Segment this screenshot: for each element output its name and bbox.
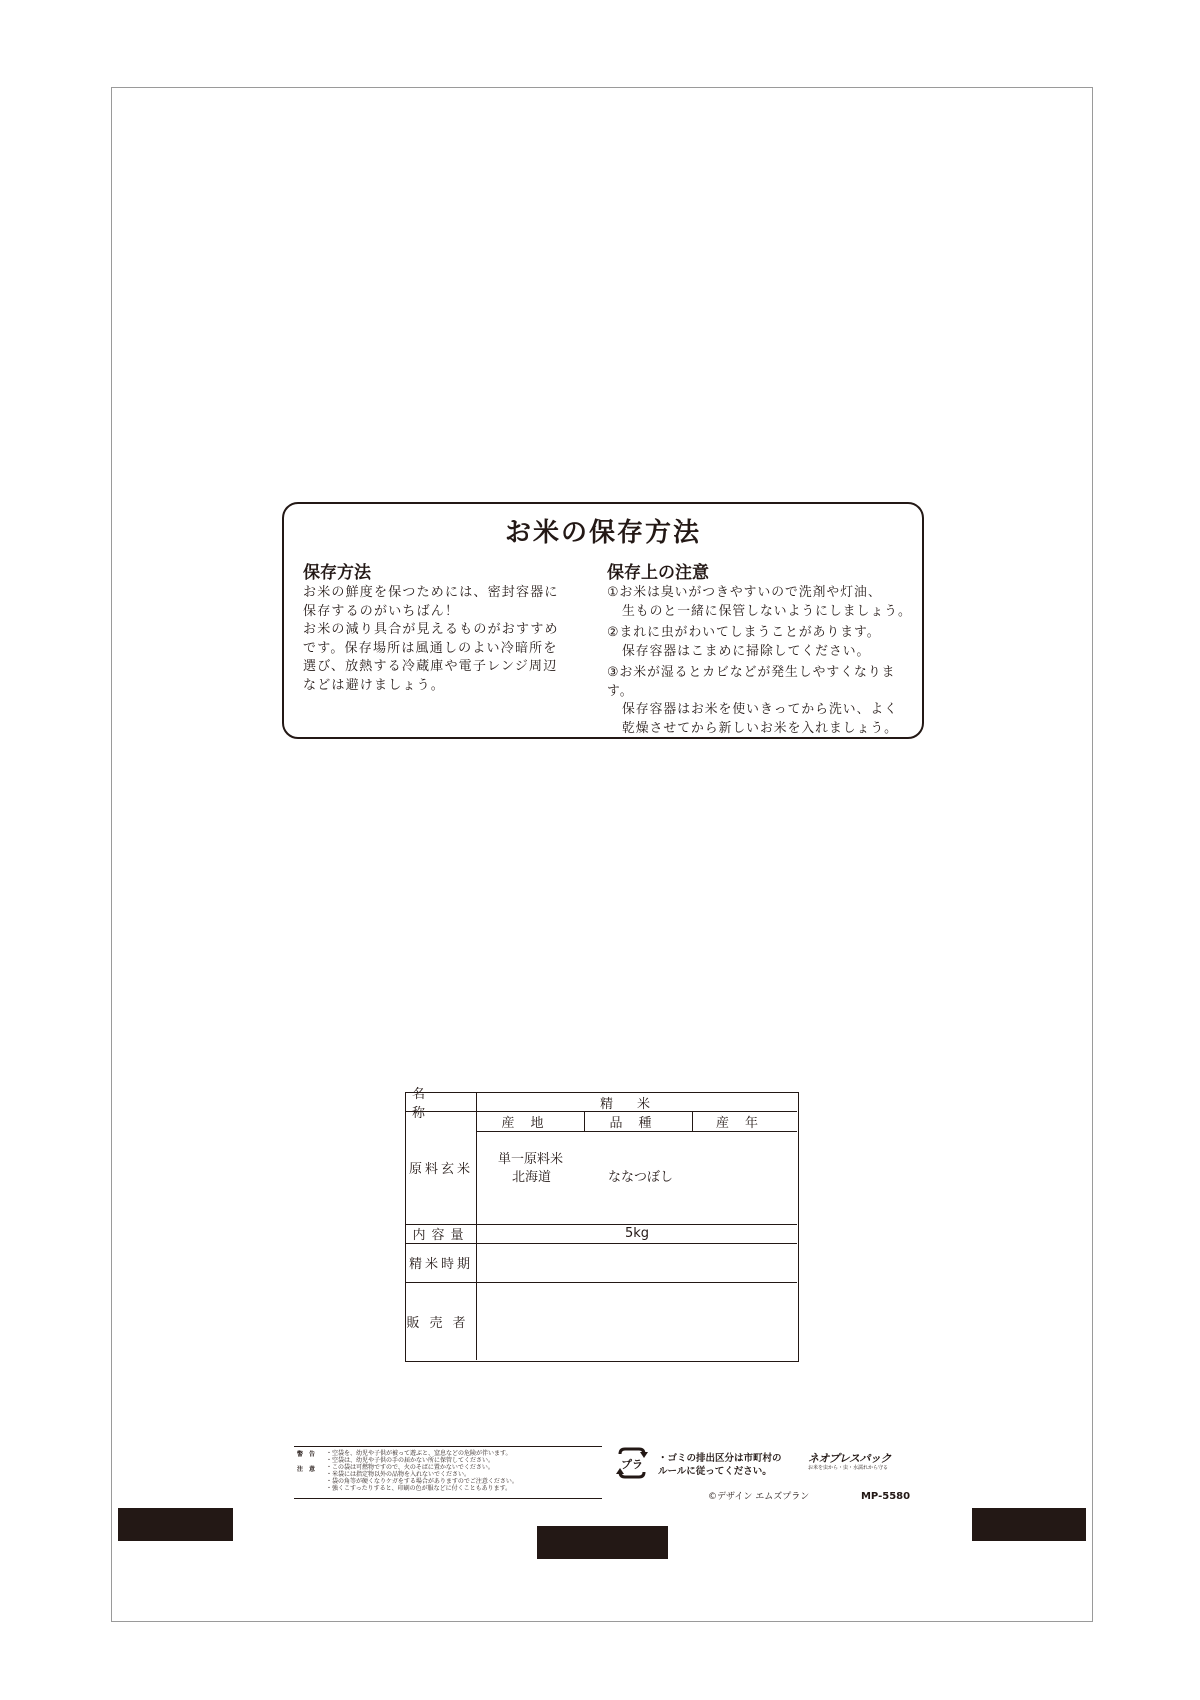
content-value: 5kg — [624, 1226, 650, 1241]
name-label — [406, 1087, 476, 1121]
name-label-text: 名称 — [412, 1087, 448, 1121]
cautions-list — [607, 584, 919, 741]
blend-value: 単一原料米 — [498, 1151, 564, 1167]
storage-info-box — [282, 502, 924, 739]
pla-recycle-icon — [614, 1446, 650, 1480]
variety-value: ななつぼし — [608, 1169, 674, 1185]
raw-rice-label: 原料玄米 — [408, 1162, 473, 1177]
designer-credit: ©デザイン エムズプラン — [708, 1492, 810, 1502]
warning-text — [326, 1450, 518, 1492]
warning-line: ・空袋を、幼児や子供が被って遊ぶと、窒息などの危険が伴います。 — [326, 1450, 512, 1457]
method-line: です。保存場所は風通しのよい冷暗所を — [303, 640, 558, 656]
method-line: お米の鮮度を保つためには、密封容器に — [303, 585, 559, 600]
caution-item — [607, 664, 919, 738]
rice-label-table — [405, 1087, 799, 1362]
credit-line — [708, 1489, 910, 1502]
registration-mark-center — [537, 1526, 668, 1559]
method-line: などは避けましょう。 — [303, 677, 446, 693]
seller-label: 販売者 — [406, 1315, 476, 1331]
recycle-line: ・ゴミの排出区分は市町村の — [658, 1453, 782, 1464]
recycle-note — [658, 1452, 782, 1478]
milled-date-value — [477, 1243, 797, 1282]
recycle-line: ルールに従ってください。 — [658, 1466, 772, 1477]
registration-mark-right — [972, 1508, 1086, 1541]
caution-line: 生ものと一緒に保管しないようにしましょう。 — [622, 603, 912, 619]
caution-line: 保存容器はお米を使いきってから洗い、よく — [622, 702, 898, 717]
caution-line: ②まれに虫がわいてしまうことがあります。 — [607, 625, 881, 640]
warning-line: ・空袋は、幼児や子供の手の届かない所に保管してください。 — [326, 1457, 495, 1464]
content-label: 内容量 — [412, 1228, 470, 1243]
milled-date-label: 精米時期 — [408, 1257, 473, 1272]
bag-outline — [111, 87, 1093, 1622]
warning-label: 警 告 — [297, 1451, 316, 1458]
caution-line: 乾燥させてから新しいお米を入れましょう。 — [622, 720, 898, 736]
registration-mark-left — [118, 1508, 233, 1541]
method-line: お米の減り具合が見えるものがおすすめ — [303, 622, 559, 637]
pla-mark-text: プラ — [621, 1458, 643, 1471]
method-line: 保存するのがいちばん！ — [303, 603, 460, 619]
brand-tagline: お米を虫から・虫・水濡れから守る — [808, 1465, 889, 1471]
warning-line: ・袋の角等が硬くなりケガをする場合がありますのでご注意ください。 — [326, 1478, 518, 1485]
caution-item — [607, 584, 919, 621]
warning-line: ・米袋には指定物以外の品物を入れないでください。 — [326, 1471, 471, 1478]
cautions-heading: 保存上の注意 — [607, 563, 709, 583]
warning-line: ・この袋は可燃物ですので、火のそばに置かないでください。 — [326, 1464, 494, 1471]
storage-title: お米の保存方法 — [504, 518, 701, 548]
year-header: 産年 — [715, 1115, 774, 1131]
caution-item — [607, 624, 919, 661]
warning-box — [294, 1446, 602, 1499]
warning-line: ・強くこすったりすると、印刷の色が服などに付くこともあります。 — [326, 1485, 512, 1492]
caution-line: ③お米が湿るとカビなどが発生しやすくなります。 — [607, 665, 896, 699]
product-code: MP-5580 — [860, 1491, 911, 1502]
caution-label: 注 意 — [297, 1466, 316, 1473]
variety-header: 品種 — [609, 1115, 668, 1131]
method-heading: 保存方法 — [303, 563, 371, 583]
brand-logo: ネオプレスパック — [808, 1452, 891, 1465]
origin-value: 北海道 — [512, 1169, 552, 1185]
seller-value — [477, 1282, 797, 1360]
origin-header: 産地 — [501, 1115, 560, 1131]
name-value: 精米 — [599, 1096, 674, 1112]
caution-line: ①お米は臭いがつきやすいので洗剤や灯油、 — [607, 585, 882, 600]
method-line: 選び、放熱する冷蔵庫や電子レンジ周辺 — [303, 659, 558, 674]
caution-line: 保存容器はこまめに掃除してください。 — [622, 643, 871, 659]
method-text — [303, 584, 599, 695]
